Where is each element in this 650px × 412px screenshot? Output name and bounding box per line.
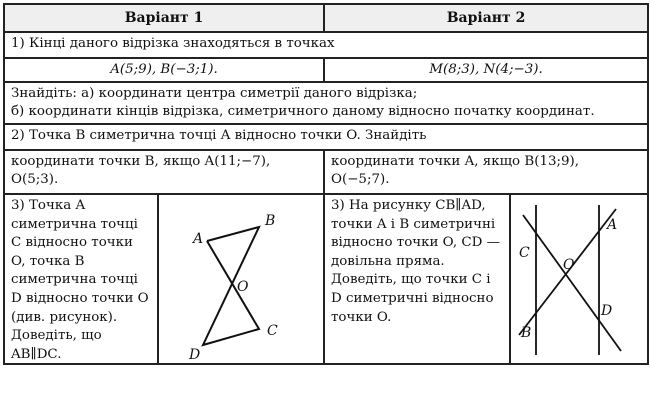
fig2-label-C: C xyxy=(519,245,530,261)
figure-1-drawing xyxy=(159,195,323,363)
task1-prompt: 1) Кінці даного відрізка знаходяться в точках xyxy=(4,32,648,58)
task1-variant2-points: M(8;3), N(4;−3). xyxy=(324,58,648,82)
variants-table xyxy=(3,3,649,365)
header-variant-1: Варіант 1 xyxy=(4,4,324,32)
fig2-label-O: O xyxy=(563,257,575,273)
fig2-line-CD xyxy=(523,215,621,351)
task1-variant1-points: A(5;9), B(−3;1). xyxy=(4,58,324,82)
fig2-label-B: B xyxy=(521,325,532,341)
task3-variant2-text: 3) На рисунку CB∥AD, точки A і B симетричні відносно точки O, CD — довільна пряма. Доведіть, що точки C і D симетричні відносно точки O. xyxy=(325,195,511,363)
task3-variant1 xyxy=(4,194,324,364)
fig1-label-B: B xyxy=(265,213,276,229)
task2-variant2: координати точки A, якщо B(13;9), O(−5;7). xyxy=(324,150,648,194)
task1-find-a: Знайдіть: а) координати центра симетрії даного відрізка; xyxy=(11,86,418,101)
task2-prompt: 2) Точка B симетрична точці A відносно точки O. Знайдіть xyxy=(4,124,648,150)
fig1-label-D: D xyxy=(189,347,201,363)
header-variant-2: Варіант 2 xyxy=(324,4,648,32)
fig1-label-A: A xyxy=(193,231,204,247)
figure-1-polyline xyxy=(203,227,259,345)
figure-2 xyxy=(511,195,647,363)
task3-variant2 xyxy=(324,194,648,364)
fig1-label-C: C xyxy=(267,323,278,339)
fig1-label-O: O xyxy=(237,279,249,295)
worksheet-page xyxy=(3,3,647,409)
figure-2-drawing xyxy=(511,195,647,363)
task1-find xyxy=(4,82,648,124)
fig2-label-D: D xyxy=(601,303,613,319)
task3-variant1-text: 3) Точка A симетрична точці C відносно точки O, точка B симетрична точці D відносно точки O (див. рисунок). Доведіть, що AB∥DC. xyxy=(5,195,159,363)
fig2-label-A: A xyxy=(607,217,618,233)
task1-find-b: б) координати кінців відрізка, симетричного даному відносно початку координат. xyxy=(11,104,595,119)
figure-1 xyxy=(159,195,323,363)
task2-variant1: координати точки B, якщо A(11;−7), O(5;3). xyxy=(4,150,324,194)
